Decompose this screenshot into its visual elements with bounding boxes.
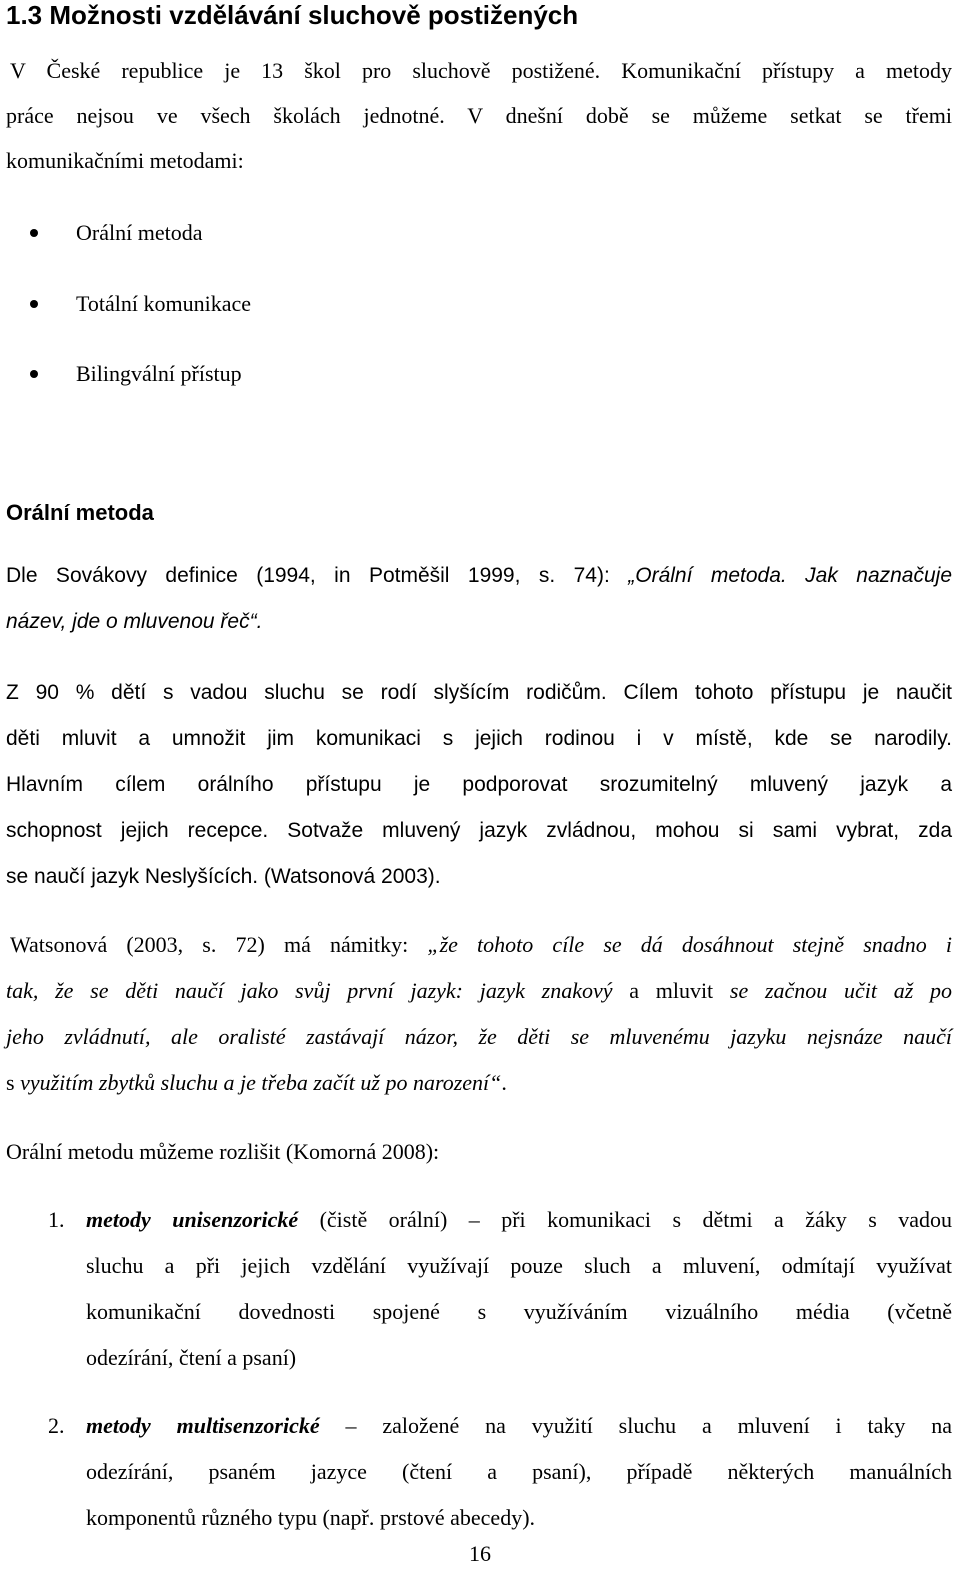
ordered-item-2-line-3: komponentů různého typu (např. prstové abecedy).: [86, 1505, 536, 1530]
ordered-text: (čistě orální) – při komunikaci s dětmi a žáky s vadou: [298, 1207, 952, 1232]
definition-text: Dle Sovákovy definice (1994, in Potměšil 1999, s. 74):: [6, 564, 629, 587]
term-label: metody multisenzorické: [86, 1413, 320, 1438]
bullet-icon: [30, 229, 38, 237]
para2-quote: „že tohoto cíle se dá dosáhnout stejně snadno i: [427, 932, 953, 957]
list-number: 1.: [48, 1207, 65, 1232]
para2-quote: tak, že se děti naučí jako svůj první jazyk: jazyk znakový: [6, 978, 613, 1003]
ordered-item-2-line-2: odezírání, psaném jazyce (čtení a psaní), případě některých manuálních: [86, 1459, 952, 1484]
page-number: 16: [469, 1541, 491, 1566]
ordered-item-1-line-4: odezírání, čtení a psaní): [86, 1345, 297, 1370]
para2-text: .: [501, 1070, 507, 1095]
section-heading: 1.3 Možnosti vzdělávání sluchově postižených: [6, 0, 579, 30]
list-item: [30, 291, 251, 317]
para1-line-1: Z 90 % dětí s vadou sluchu se rodí slyšícím rodičům. Cílem tohoto přístupu je naučit: [6, 681, 952, 704]
list-item-label: Totální komunikace: [76, 291, 252, 316]
para2-text: a mluvit: [612, 978, 730, 1003]
intro-line-1: V České republice je 13 škol pro sluchově postižené. Komunikační přístupy a metody: [10, 58, 952, 83]
distinguish-text: Orální metodu můžeme rozlišit (Komorná 2008):: [6, 1139, 440, 1164]
para2-quote: jeho zvládnutí, ale oralisté zastávají názor, že děti se mluvenému jazyku nejsnáze naučí: [6, 1024, 952, 1049]
para1-line-4: schopnost jejich recepce. Sotvaže mluvený jazyk zvládnou, mohou si sami vybrat, zda: [6, 819, 952, 842]
para1-line-3: Hlavním cílem orálního přístupu je podporovat srozumitelný mluvený jazyk a: [6, 773, 952, 796]
para2-quote: se začnou učit až po: [729, 978, 952, 1003]
list-item: [30, 361, 242, 387]
ordered-item-1-line-3: komunikační dovednosti spojené s využíváním vizuálního média (včetně: [86, 1299, 952, 1324]
para1-line-5: se naučí jazyk Neslyšících. (Watsonová 2003).: [6, 865, 441, 888]
para1-line-2: děti mluvit a umnožit jim komunikaci s jejich rodinou i v místě, kde se narodily.: [6, 727, 952, 750]
para2-text: Watsonová (2003, s. 72) má námitky:: [10, 932, 428, 957]
subsection-title: Orální metoda: [6, 500, 154, 525]
para2-line-4: [6, 1070, 952, 1096]
list-item-label: Orální metoda: [76, 220, 203, 245]
bullet-icon: [30, 300, 38, 308]
para2-quote: využitím zbytků sluchu a je třeba začít už po narození“: [20, 1070, 502, 1095]
para2-line-2: [6, 978, 952, 1004]
list-item: [30, 220, 202, 246]
para2-line-1: [10, 932, 952, 958]
ordered-text: – založené na využití sluchu a mluvení i taky na: [319, 1413, 952, 1438]
ordered-item-1-line-2: sluchu a při jejich vzdělání využívají pouze sluch a mluvení, odmítají využívat: [86, 1253, 952, 1278]
para2-line-3: [6, 1024, 952, 1050]
term-label: metody unisenzorické: [86, 1207, 299, 1232]
definition-quote-end: název, jde o mluvenou řeč“.: [6, 610, 263, 633]
list-number: 2.: [48, 1413, 65, 1438]
intro-line-3: komunikačními metodami:: [6, 148, 244, 173]
para2-text: s: [6, 1070, 21, 1095]
bullet-icon: [30, 370, 38, 378]
ordered-item-1-line-1: [86, 1207, 952, 1233]
list-item-label: Bilingvální přístup: [76, 361, 242, 386]
definition-quote: „Orální metoda. Jak naznačuje: [628, 564, 953, 587]
intro-line-2: práce nejsou ve všech školách jednotné. V dnešní době se můžeme setkat se třemi: [6, 103, 952, 128]
ordered-item-2-line-1: [86, 1413, 952, 1439]
definition-line-1: [6, 564, 952, 588]
definition-line-2: [6, 610, 952, 634]
